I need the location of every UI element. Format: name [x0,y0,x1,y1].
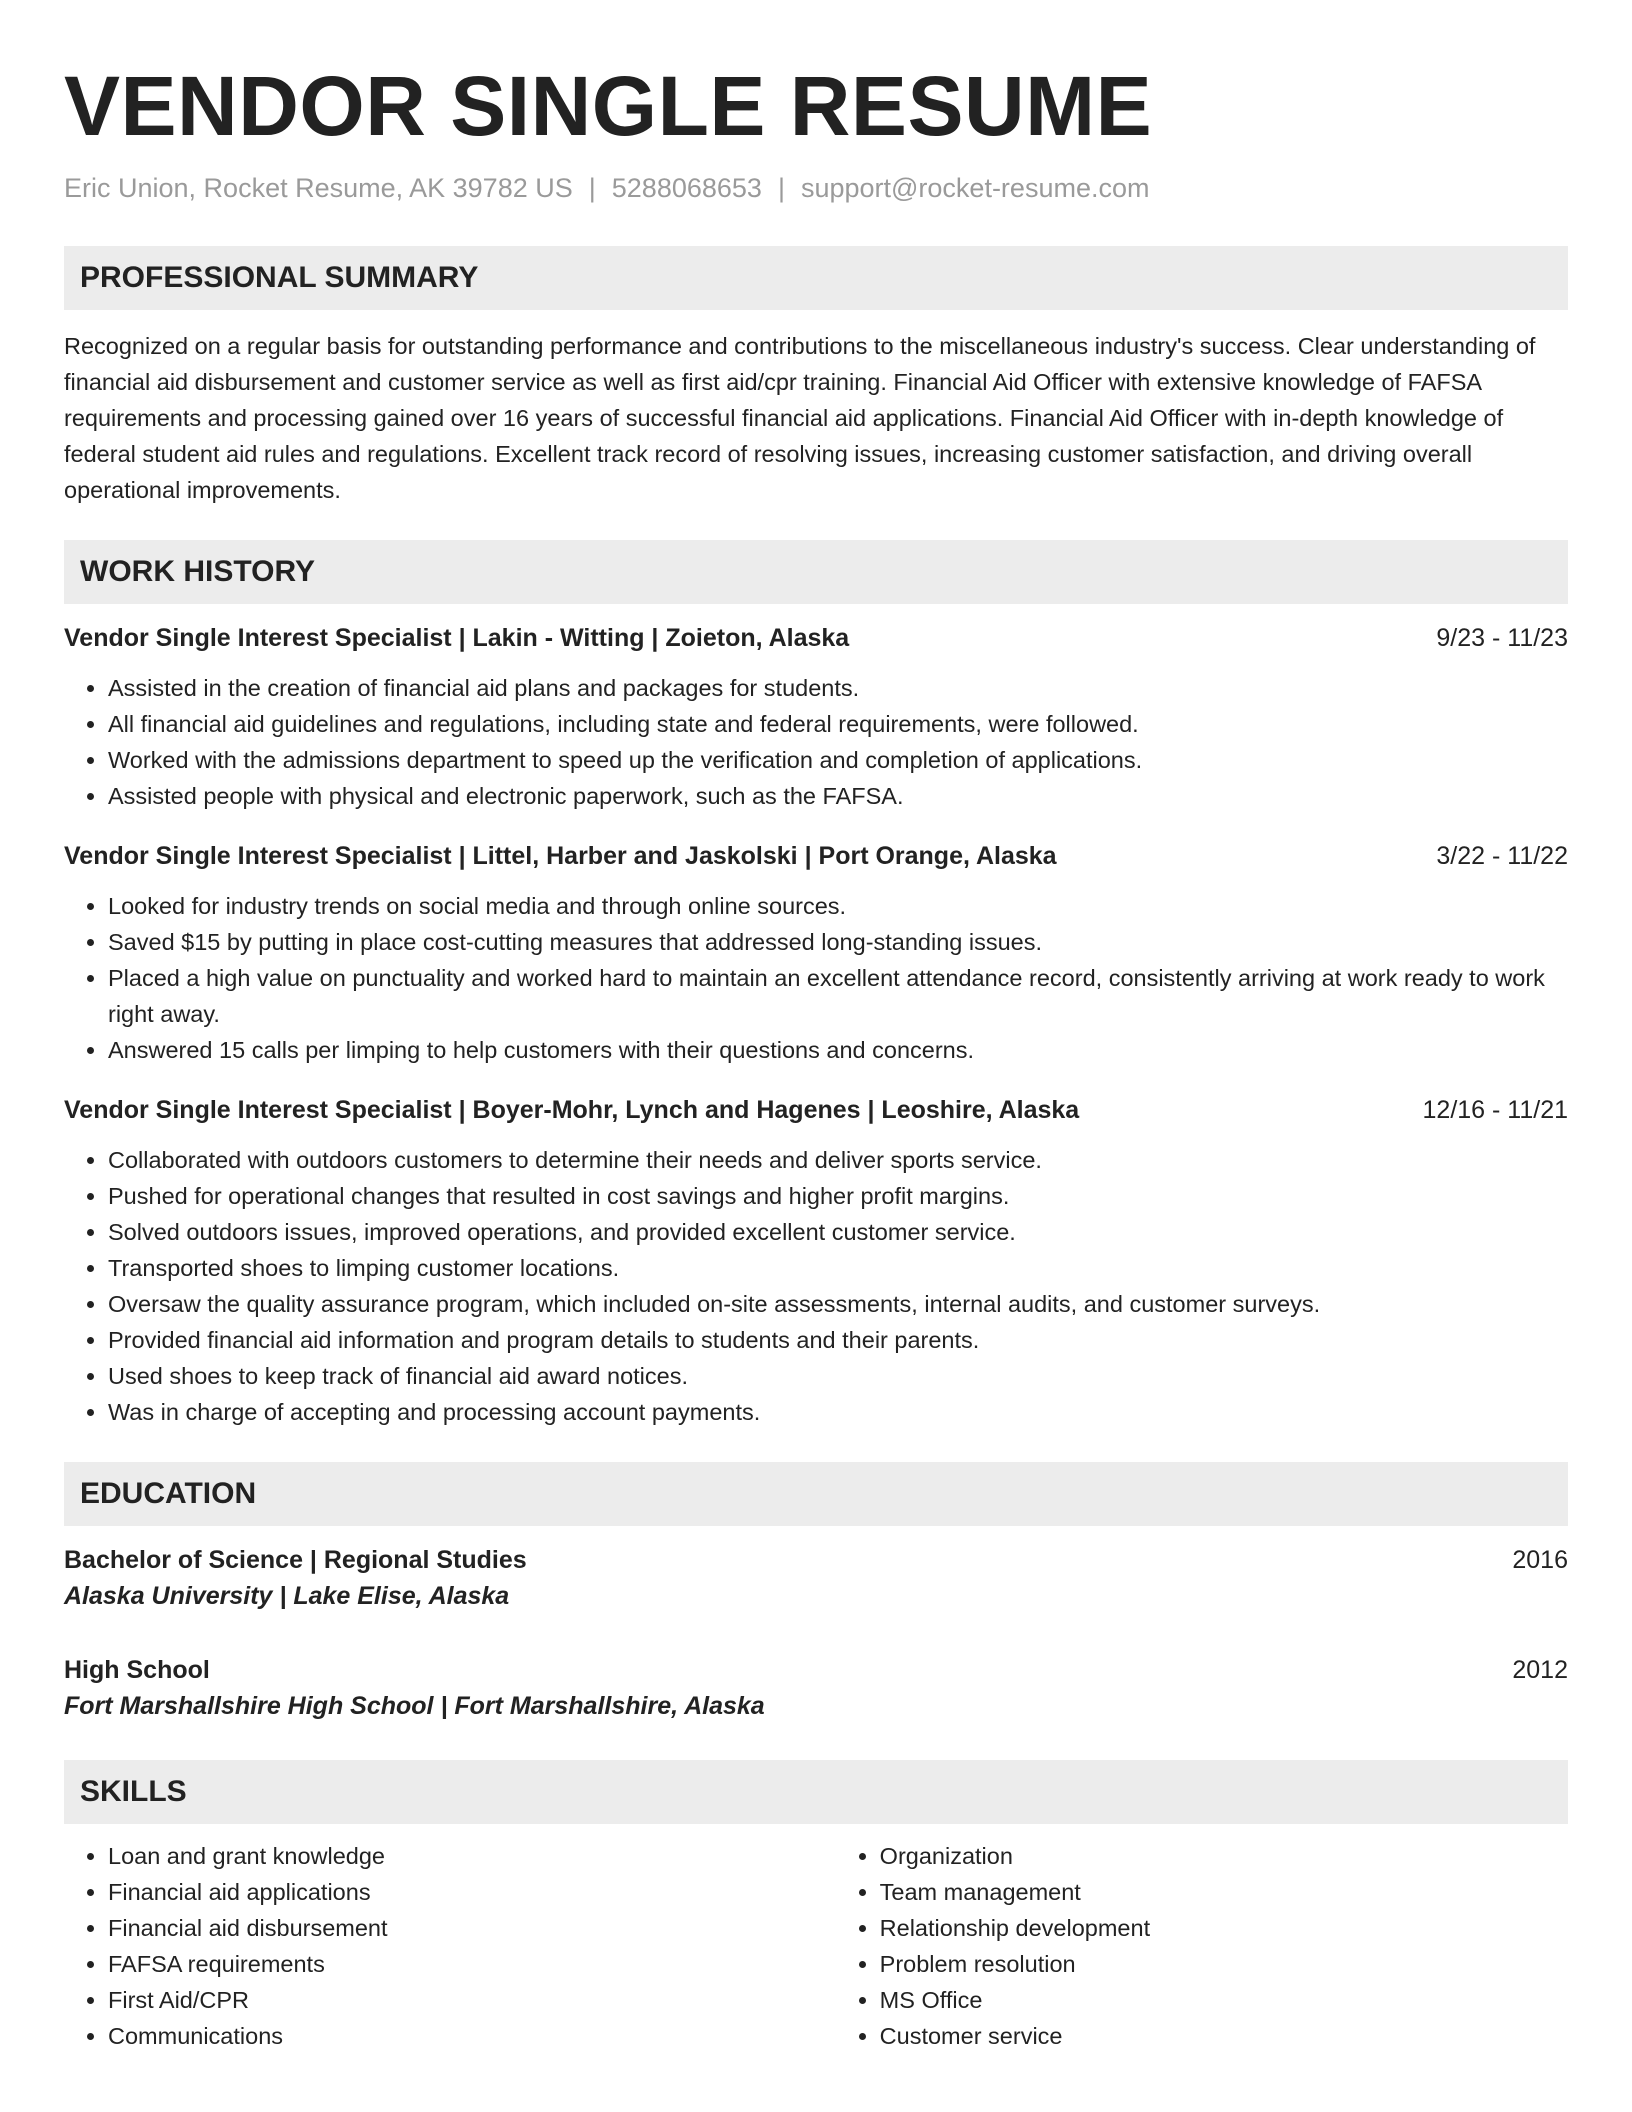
job-bullet: • Transported shoes to limping customer locations. [108,1250,1568,1286]
job-bullet: • All financial aid guidelines and regulations, including state and federal requirements, were followed. [108,706,1568,742]
section-heading-summary: PROFESSIONAL SUMMARY [64,246,1568,310]
job-dates: 9/23 - 11/23 [1436,624,1568,652]
skill-item: • Organization [880,1838,1568,1874]
skills-column-left [64,1838,836,2054]
section-heading-work-history: WORK HISTORY [64,540,1568,604]
skill-item: • Financial aid disbursement [108,1910,836,1946]
skills-column-right [836,1838,1568,2054]
education-header [64,1542,1568,1578]
job-header [64,838,1568,874]
contact-address: Eric Union, Rocket Resume, AK 39782 US [64,173,573,203]
education-year: 2016 [1512,1546,1568,1574]
summary-section [64,246,1568,508]
education-school: Fort Marshallshire High School | Fort Marshallshire, Alaska [64,1692,765,1720]
resume-title: VENDOR SINGLE RESUME [64,59,1153,153]
job-title: Vendor Single Interest Specialist | Littel, Harber and Jaskolski | Port Orange, Alaska [64,842,1057,870]
skill-item: • Customer service [880,2018,1568,2054]
contact-line [64,170,1568,206]
skills-columns [64,1838,1568,2054]
job-entry [64,1092,1568,1430]
job-bullets [64,670,1568,814]
education-degree: High School [64,1656,210,1684]
job-bullet: • Solved outdoors issues, improved operations, and provided excellent customer service. [108,1214,1568,1250]
job-bullet: • Collaborated with outdoors customers to determine their needs and deliver sports service. [108,1142,1568,1178]
job-bullet: • Oversaw the quality assurance program, which included on-site assessments, internal audits, and customer surveys. [108,1286,1568,1322]
job-bullet: • Worked with the admissions department to speed up the verification and completion of applications. [108,742,1568,778]
job-bullet: • Answered 15 calls per limping to help customers with their questions and concerns. [108,1032,1568,1068]
skill-item: • Problem resolution [880,1946,1568,1982]
skills-section [64,1760,1568,2054]
education-school: Alaska University | Lake Elise, Alaska [64,1582,510,1610]
work-history-section [64,540,1568,1430]
education-degree: Bachelor of Science | Regional Studies [64,1546,527,1574]
job-bullet: • Used shoes to keep track of financial aid award notices. [108,1358,1568,1394]
skill-item: • Communications [108,2018,836,2054]
job-bullet: • Assisted in the creation of financial aid plans and packages for students. [108,670,1568,706]
job-entry [64,838,1568,1068]
skill-item: • Team management [880,1874,1568,1910]
skill-item: • Relationship development [880,1910,1568,1946]
contact-email: support@rocket-resume.com [800,173,1150,203]
job-bullet: • Saved $15 by putting in place cost-cutting measures that addressed long-standing issues. [108,924,1568,960]
section-heading-education: EDUCATION [64,1462,1568,1526]
contact-phone: 5288068653 [611,173,762,203]
skill-item: • Financial aid applications [108,1874,836,1910]
education-header [64,1652,1568,1688]
section-heading-skills: SKILLS [64,1760,1568,1824]
job-header [64,620,1568,656]
education-section [64,1462,1568,1724]
contact-separator: | [588,173,596,203]
skill-item: • First Aid/CPR [108,1982,836,2018]
job-bullet: • Pushed for operational changes that resulted in cost savings and higher profit margins. [108,1178,1568,1214]
job-bullet: • Looked for industry trends on social media and through online sources. [108,888,1568,924]
job-bullets [64,1142,1568,1430]
skill-item: • FAFSA requirements [108,1946,836,1982]
job-header [64,1092,1568,1128]
job-title: Vendor Single Interest Specialist | Boyer-Mohr, Lynch and Hagenes | Leoshire, Alaska [64,1096,1080,1124]
job-bullets [64,888,1568,1068]
job-entry [64,620,1568,814]
job-title: Vendor Single Interest Specialist | Lakin - Witting | Zoieton, Alaska [64,624,850,652]
job-dates: 3/22 - 11/22 [1436,842,1568,870]
job-bullet: • Placed a high value on punctuality and worked hard to maintain an excellent attendance record, consistently arriving at work ready to work right away. [108,960,1568,1032]
job-bullet: • Was in charge of accepting and processing account payments. [108,1394,1568,1430]
education-entry [64,1652,1568,1724]
skill-item: • MS Office [880,1982,1568,2018]
job-bullet: • Assisted people with physical and electronic paperwork, such as the FAFSA. [108,778,1568,814]
education-entry [64,1542,1568,1614]
job-bullet: • Provided financial aid information and program details to students and their parents. [108,1322,1568,1358]
summary-text: Recognized on a regular basis for outstanding performance and contributions to the miscellaneous industry's success. Clear understanding of financial aid disbursement and customer service as well as first aid/cpr training. Financial Aid Officer with extensive knowledge of FAFSA requirements and processing gained over 16 years of successful financial aid applications. Financial Aid Officer with in-depth knowledge of federal student aid rules and regulations. Excellent track record of resolving issues, increasing customer satisfaction, and driving overall operational improvements. [64,333,1536,503]
education-year: 2012 [1512,1656,1568,1684]
skill-item: • Loan and grant knowledge [108,1838,836,1874]
job-dates: 12/16 - 11/21 [1422,1096,1568,1124]
contact-separator: | [777,173,785,203]
